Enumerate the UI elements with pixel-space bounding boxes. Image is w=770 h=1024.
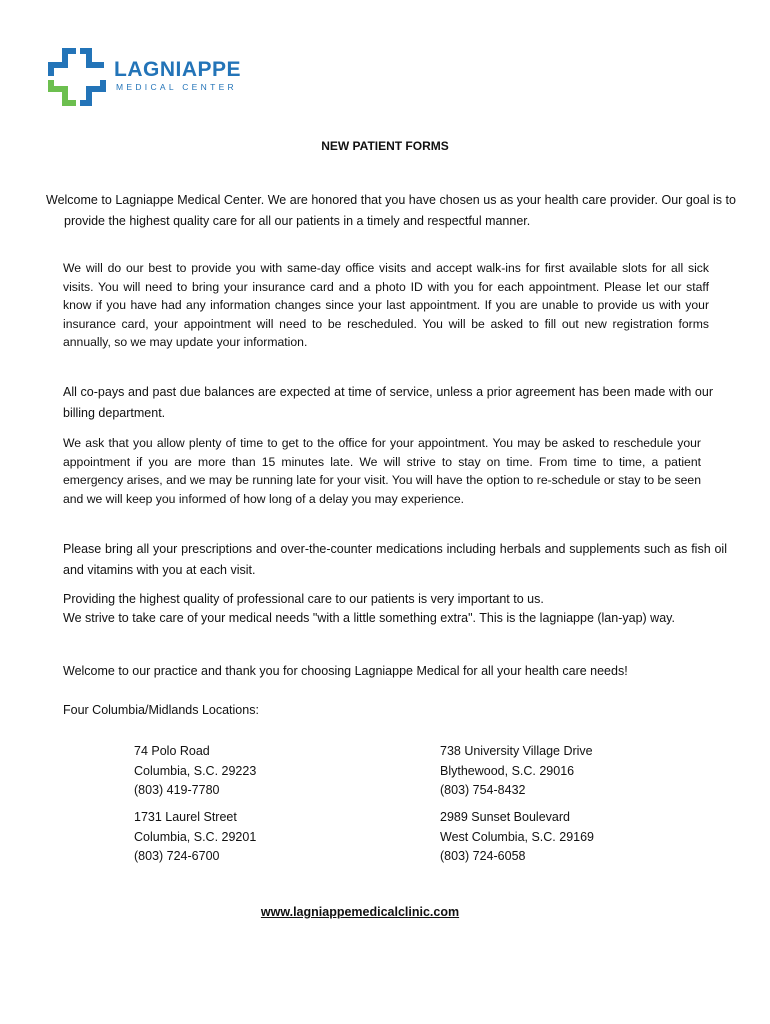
prescriptions-paragraph: Please bring all your prescriptions and over-the-counter medications including herbals and supplements such as fish oil and vitamins with you at each visit. <box>63 542 727 577</box>
page-title: NEW PATIENT FORMS <box>321 139 449 153</box>
location-phone: (803) 754-8432 <box>440 783 526 797</box>
location-street: 738 University Village Drive <box>440 744 593 758</box>
location-block <box>440 808 594 867</box>
location-city: Blythewood, S.C. 29016 <box>440 763 575 778</box>
location-city: Columbia, S.C. 29223 <box>134 763 257 778</box>
appointment-time-paragraph: We ask that you allow plenty of time to get to the office for your appointment. You may be asked to reschedule your appointment if you are more than 15 minutes late. We will strive to stay on time. From time to time, a patient emergency arises, and we may be running late for your visit. You will have the option to re-schedule or stay to be seen and we will keep you informed of how long of a delay you may experience. <box>63 436 701 506</box>
location-street: 1731 Laurel Street <box>134 810 237 824</box>
medical-cross-logo-icon <box>46 46 108 108</box>
locations-heading: Four Columbia/Midlands Locations: <box>63 703 259 717</box>
quality-paragraph <box>63 590 729 627</box>
website-link[interactable]: www.lagniappemedicalclinic.com <box>260 905 460 919</box>
copays-paragraph: All co-pays and past due balances are expected at time of service, unless a prior agreement has been made with our billing department. <box>63 385 713 420</box>
visits-paragraph: We will do our best to provide you with same-day office visits and accept walk-ins for first available slots for all sick visits. You will need to bring your insurance card and a photo ID with you for each appointment. Please let our staff know if you have had any information changes since your last appointment. If you are unable to provide us with your insurance card, your appointment will need to be rescheduled. You will be asked to fill out new registration forms annually, so we may update your information. <box>63 261 709 349</box>
logo <box>46 46 256 110</box>
location-block <box>134 742 256 801</box>
location-city: Columbia, S.C. 29201 <box>134 829 257 844</box>
closing-paragraph: Welcome to our practice and thank you for choosing Lagniappe Medical for all your health care needs! <box>63 664 628 678</box>
location-phone: (803) 724-6058 <box>440 849 526 863</box>
location-street: 74 Polo Road <box>134 744 210 758</box>
quality-line: Providing the highest quality of professional care to our patients is very important to us. <box>63 592 544 606</box>
location-street: 2989 Sunset Boulevard <box>440 810 570 824</box>
quality-line: We strive to take care of your medical needs "with a little something extra". This is the lagniappe (lan-yap) way. <box>63 610 675 625</box>
location-block <box>134 808 256 867</box>
location-phone: (803) 724-6700 <box>134 849 220 863</box>
location-block <box>440 742 593 801</box>
welcome-paragraph: Welcome to Lagniappe Medical Center. We are honored that you have chosen us as your health care provider. Our goal is to provide the highest quality care for all our patients in a timely and respectful manner. <box>46 193 736 228</box>
logo-name: LAGNIAPPE <box>114 58 242 81</box>
logo-subtitle: MEDICAL CENTER <box>116 82 237 92</box>
location-city: West Columbia, S.C. 29169 <box>440 829 595 844</box>
location-phone: (803) 419-7780 <box>134 783 220 797</box>
